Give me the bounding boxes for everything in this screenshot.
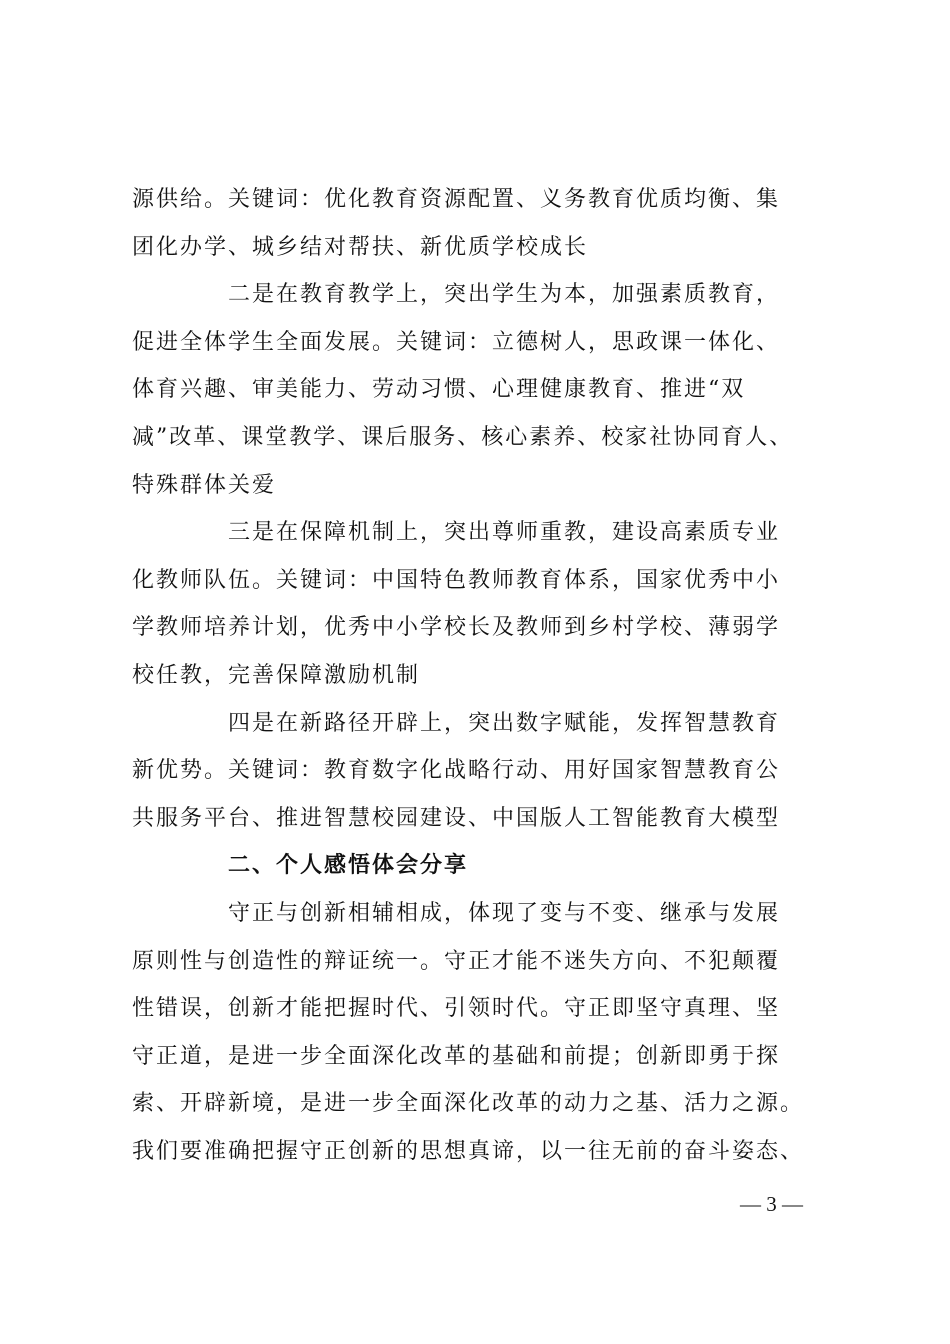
text-line: 特殊群体关爱 <box>132 472 277 498</box>
body-text <box>132 176 832 1175</box>
text-line: 促进全体学生全面发展。关键词：立德树人，思政课一体化、 <box>132 329 781 355</box>
text-line: 四是在新路径开辟上，突出数字赋能，发挥智慧教育 <box>228 710 781 736</box>
text-line: 守正与创新相辅相成，体现了变与不变、继承与发展 <box>228 900 781 926</box>
text-line: 守正道，是进一步全面深化改革的基础和前提；创新即勇于探 <box>132 1043 781 1069</box>
text-line: 体育兴趣、审美能力、劳动习惯、心理健康教育、推进“双 <box>132 377 746 403</box>
text-line: 团化办学、城乡结对帮扶、新优质学校成长 <box>132 234 589 260</box>
text-line: 共服务平台、推进智慧校园建设、中国版人工智能教育大模型 <box>132 805 781 831</box>
text-line: 化教师队伍。关键词：中国特色教师教育体系，国家优秀中小 <box>132 567 781 593</box>
text-line: 三是在保障机制上，突出尊师重教，建设高素质专业 <box>228 520 781 546</box>
section-heading: 二、个人感悟体会分享 <box>228 852 469 879</box>
text-line: 减”改革、课堂教学、课后服务、核心素养、校家社协同育人、 <box>132 424 794 450</box>
text-line: 原则性与创造性的辩证统一。守正才能不迷失方向、不犯颠覆 <box>132 948 781 974</box>
text-line: 校任教，完善保障激励机制 <box>132 662 421 688</box>
text-line: 新优势。关键词：教育数字化战略行动、用好国家智慧教育公 <box>132 758 781 784</box>
text-line: 性错误，创新才能把握时代、引领时代。守正即坚守真理、坚 <box>132 996 781 1022</box>
page-number: — 3 — <box>740 1192 803 1216</box>
text-line: 索、开辟新境，是进一步全面深化改革的动力之基、活力之源。 <box>132 1091 805 1117</box>
text-line: 我们要准确把握守正创新的思想真谛，以一往无前的奋斗姿态、 <box>132 1138 805 1164</box>
text-line: 源供给。关键词：优化教育资源配置、义务教育优质均衡、集 <box>132 187 781 212</box>
text-line: 二是在教育教学上，突出学生为本，加强素质教育， <box>228 282 781 308</box>
text-line: 学教师培养计划，优秀中小学校长及教师到乡村学校、薄弱学 <box>132 615 781 641</box>
